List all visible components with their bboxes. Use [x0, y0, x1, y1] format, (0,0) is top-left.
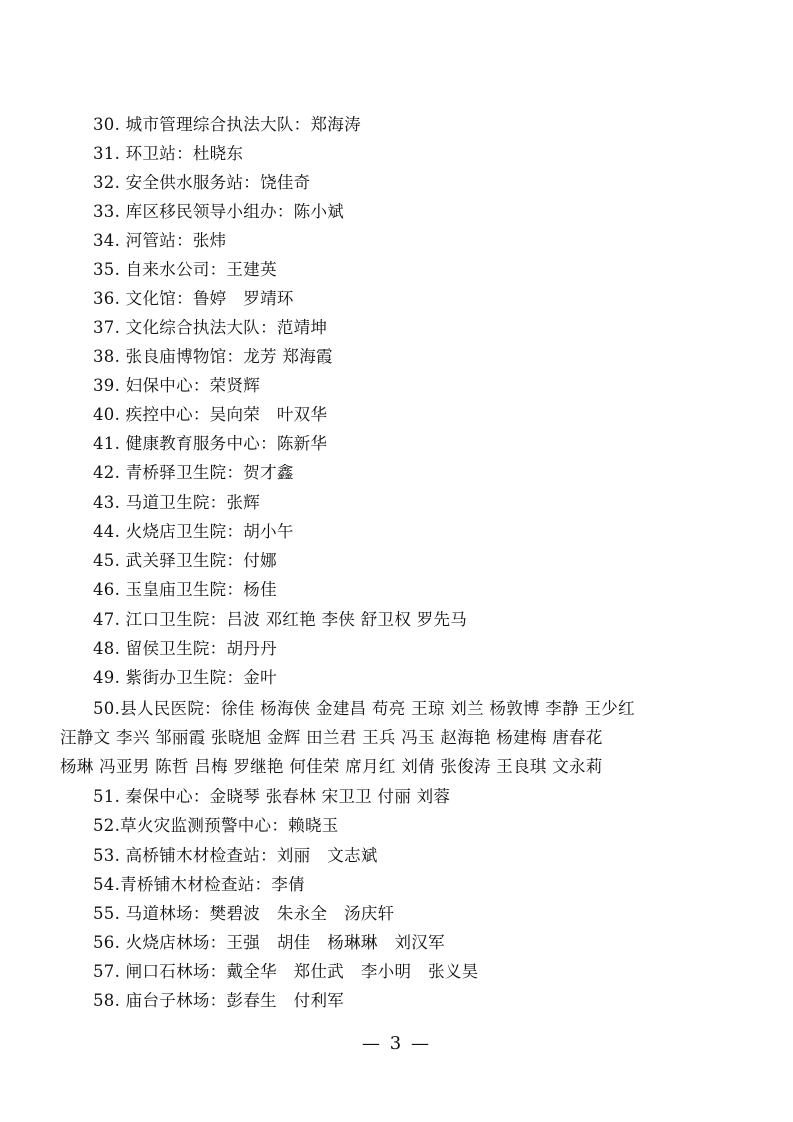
entry-39: 39. 妇保中心：荣贤辉 — [93, 376, 261, 395]
entry-34: 34. 河管站：张炜 — [93, 231, 227, 250]
entry-56: 56. 火烧店林场：王强 胡佳 杨琳琳 刘汉军 — [93, 933, 445, 952]
entry-42: 42. 青桥驿卫生院：贺才鑫 — [93, 463, 294, 482]
entry-48: 48. 留侯卫生院：胡丹丹 — [93, 639, 277, 658]
entry-44: 44. 火烧店卫生院：胡小午 — [93, 522, 294, 541]
entry-41: 41. 健康教育服务中心：陈新华 — [93, 434, 328, 453]
entry-53: 53. 高桥铺木材检查站：刘丽 文志斌 — [93, 846, 378, 865]
entry-43: 43. 马道卫生院：张辉 — [93, 493, 261, 512]
entry-31: 31. 环卫站：杜晓东 — [93, 144, 244, 163]
entry-33: 33. 库区移民领导小组办：陈小斌 — [93, 202, 345, 221]
entry-35: 35. 自来水公司：王建英 — [93, 260, 277, 279]
entry-38: 38. 张良庙博物馆：龙芳 郑海霞 — [93, 347, 333, 366]
entry-45: 45. 武关驿卫生院：付娜 — [93, 551, 277, 570]
entry-50-line-2: 汪静文 李兴 邹丽霞 张晓旭 金辉 田兰君 王兵 冯玉 赵海艳 杨建梅 唐春花 — [60, 728, 603, 747]
entry-40: 40. 疾控中心：吴向荣 叶双华 — [93, 405, 328, 424]
entry-37: 37. 文化综合执法大队：范靖坤 — [93, 318, 328, 337]
entry-32: 32. 安全供水服务站：饶佳奇 — [93, 173, 311, 192]
entry-55: 55. 马道林场：樊碧波 朱永全 汤庆轩 — [93, 904, 395, 923]
entry-51: 51. 秦保中心：金晓琴 张春林 宋卫卫 付丽 刘蓉 — [93, 787, 451, 806]
entry-49: 49. 紫街办卫生院：金叶 — [93, 668, 277, 687]
entry-50-line-3: 杨琳 冯亚男 陈哲 吕梅 罗继艳 何佳荣 席月红 刘倩 张俊涛 王良琪 文永莉 — [60, 757, 603, 776]
entry-57: 57. 闸口石林场：戴全华 郑仕武 李小明 张义昊 — [93, 962, 479, 981]
entry-52: 52.草火灾监测预警中心：赖晓玉 — [93, 816, 339, 835]
entry-47: 47. 江口卫生院：吕波 邓红艳 李侠 舒卫权 罗先马 — [93, 610, 468, 629]
page-number: — 3 — — [362, 1033, 431, 1054]
entry-58: 58. 庙台子林场：彭春生 付利军 — [93, 991, 345, 1010]
entry-36: 36. 文化馆：鲁婷 罗靖环 — [93, 289, 294, 308]
entry-54: 54.青桥铺木材检查站：李倩 — [93, 875, 305, 894]
entry-30: 30. 城市管理综合执法大队：郑海涛 — [93, 115, 361, 134]
entry-46: 46. 玉皇庙卫生院：杨佳 — [93, 580, 277, 599]
entry-50-line-1: 50.县人民医院：徐佳 杨海侠 金建昌 苟亮 王琼 刘兰 杨敦博 李静 王少红 — [93, 699, 635, 718]
